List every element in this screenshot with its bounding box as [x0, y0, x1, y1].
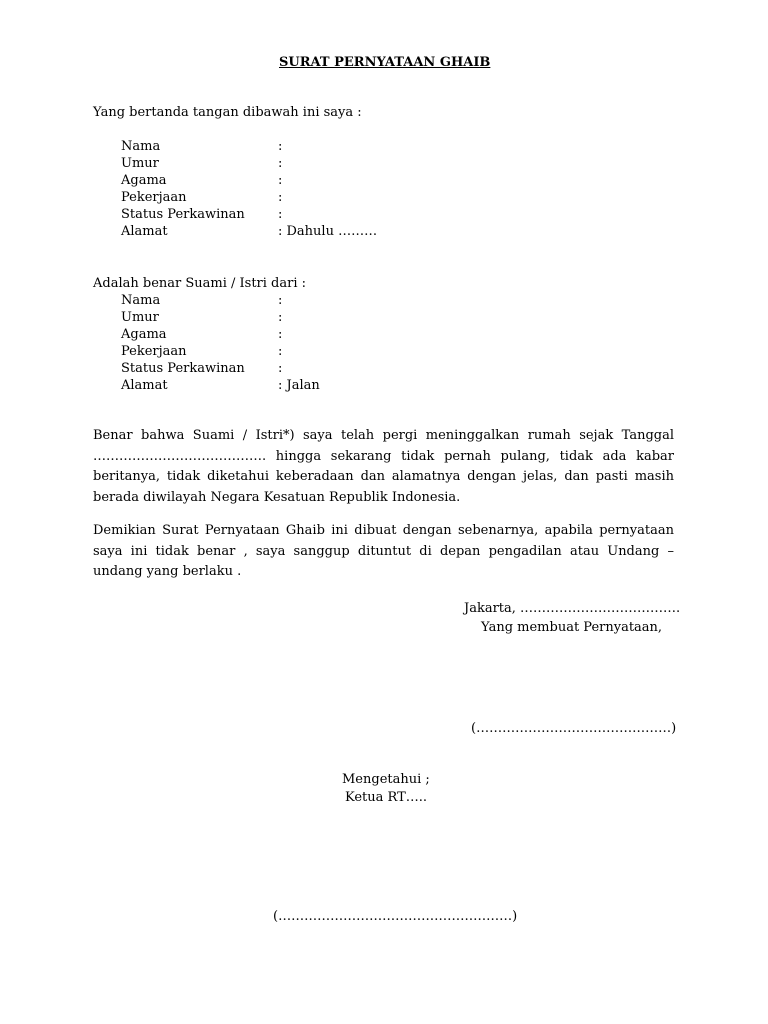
signatory-role: Yang membuat Pernyataan, [481, 620, 663, 635]
closing-paragraph: Demikian Surat Pernyataan Ghaib ini dibuat dengan sebenarnya, apabila pernyataan saya ini tidak benar , saya sanggup dituntut di depan pengadilan atau Undang – undang yang berlaku . [93, 523, 674, 579]
field-label-alamat: Alamat [121, 224, 168, 239]
spouse-heading: Adalah benar Suami / Istri dari : [93, 276, 307, 291]
spouse-label-status: Status Perkawinan [121, 361, 245, 376]
spouse-value-agama: : [278, 327, 283, 342]
acknowledgement-label: Mengetahui ; [342, 772, 430, 787]
field-value-nama: : [278, 139, 283, 154]
field-label-umur: Umur [121, 156, 159, 171]
spouse-value-umur: : [278, 310, 283, 325]
field-value-alamat: : Dahulu ……… [278, 224, 378, 239]
spouse-value-alamat: : Jalan [278, 378, 320, 393]
field-label-agama: Agama [121, 173, 167, 188]
statement-paragraph: Benar bahwa Suami / Istri*) saya telah pergi meninggalkan rumah sejak Tanggal …………………………………. hingga sekarang tidak pernah pulang, tidak ada kabar beritanya, tidak diketahui keberadaan dan alamatnya dengan jelas, dan pasti masih berada diwilayah Negara Kesatuan Republik Indonesia. [93, 428, 674, 505]
spouse-label-nama: Nama [121, 293, 161, 308]
field-value-status: : [278, 207, 283, 222]
spouse-value-nama: : [278, 293, 283, 308]
signatory-name-line: (………………………………………) [471, 721, 677, 736]
spouse-value-pekerjaan: : [278, 344, 283, 359]
spouse-label-umur: Umur [121, 310, 159, 325]
spouse-label-agama: Agama [121, 327, 167, 342]
place-date: Jakarta, ………………………………. [464, 601, 681, 616]
spouse-label-alamat: Alamat [121, 378, 168, 393]
spouse-value-status: : [278, 361, 283, 376]
field-label-status: Status Perkawinan [121, 207, 245, 222]
field-value-umur: : [278, 156, 283, 171]
field-value-agama: : [278, 173, 283, 188]
acknowledgement-role: Ketua RT….. [345, 790, 428, 805]
field-label-pekerjaan: Pekerjaan [121, 190, 187, 205]
intro-text: Yang bertanda tangan dibawah ini saya : [93, 105, 362, 120]
field-value-pekerjaan: : [278, 190, 283, 205]
document-title: SURAT PERNYATAAN GHAIB [279, 55, 491, 70]
spouse-label-pekerjaan: Pekerjaan [121, 344, 187, 359]
acknowledgement-name-line: (………………………………………………) [273, 909, 518, 924]
field-label-nama: Nama [121, 139, 161, 154]
